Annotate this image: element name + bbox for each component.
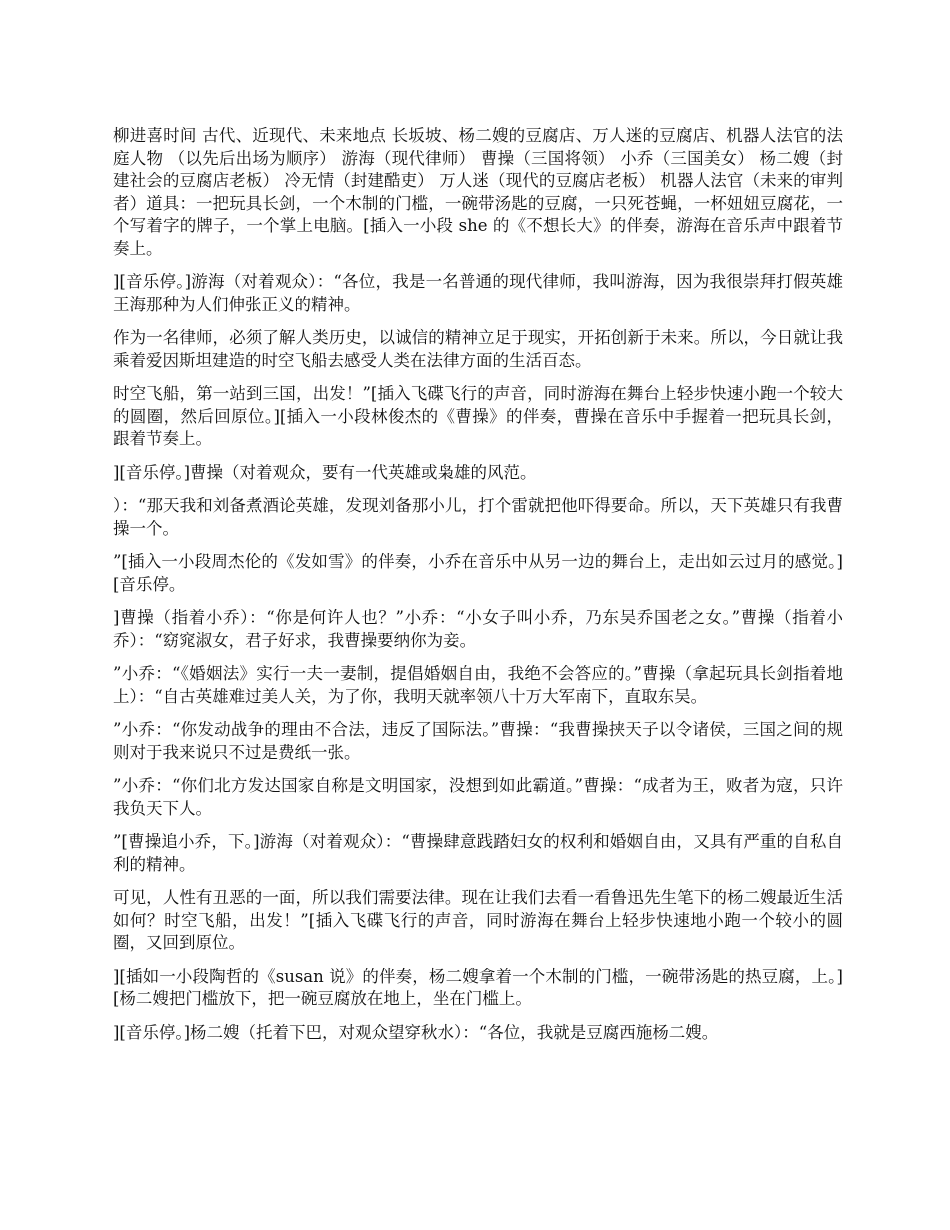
paragraph-7: ”[插入一小段周杰伦的《发如雪》的伴奏，小乔在音乐中从另一边的舞台上，走出如云过月的感觉。][音乐停。 [113,552,843,594]
paragraph-6: ）：“那天我和刘备煮酒论英雄，发现刘备那小儿，打个雷就把他吓得要命。所以，天下英雄只有我曹操一个。 [113,496,843,538]
paragraph-1: 柳进喜时间 古代、近现代、未来地点 长坂坡、杨二嫂的豆腐店、万人迷的豆腐店、机器人法官的法庭人物 （以先后出场为顺序） 游海（现代律师） 曹操（三国将领） 小乔（三国美女） 杨二嫂（封建社会的豆腐店老板） 冷无情（封建酷吏） 万人迷（现代的豆腐店老板） 机器人法官（未来的审判者）道具：一把玩具长剑，一个木制的门槛，一碗带汤匙的豆腐，一只死苍蝇，一杯妞妞豆腐花，一个写着字的牌子，一个掌上电脑。[插入一小段 she 的《不想长大》的伴奏，游海在音乐声中跟着节奏上。 [113,126,843,258]
paragraph-5: ][音乐停。]曹操（对着观众，要有一代英雄或枭雄的风范。 [113,462,537,482]
paragraph-11: ”小乔：“你们北方发达国家自称是文明国家，没想到如此霸道。”曹操：“成者为王，败者为寇，只许我负天下人。 [113,776,843,818]
paragraph-13: 可见，人性有丑恶的一面，所以我们需要法律。现在让我们去看一看鲁迅先生笔下的杨二嫂最近生活如何？时空飞船，出发！”[插入飞碟飞行的声音，同时游海在舞台上轻步快速地小跑一个较小的圆圈，又回到原位。 [113,888,843,952]
paragraph-4: 时空飞船，第一站到三国，出发！”[插入飞碟飞行的声音，同时游海在舞台上轻步快速小跑一个较大的圆圈，然后回原位。][插入一小段林俊杰的《曹操》的伴奏，曹操在音乐中手握着一把玩具长剑，跟着节奏上。 [113,384,843,448]
paragraph-2: ][音乐停。]游海（对着观众）：“各位，我是一名普通的现代律师，我叫游海，因为我很崇拜打假英雄王海那种为人们伸张正义的精神。 [113,272,843,314]
paragraph-8: ]曹操（指着小乔）：“你是何许人也？”小乔：“小女子叫小乔，乃东吴乔国老之女。”曹操（指着小乔）：“窈窕淑女，君子好求，我曹操要纳你为妾。 [113,608,843,650]
document-body [113,125,843,1055]
paragraph-10: ”小乔：“你发动战争的理由不合法，违反了国际法。”曹操：“我曹操挟天子以令诸侯，三国之间的规则对于我来说只不过是费纸一张。 [113,720,843,762]
paragraph-15: ][音乐停。]杨二嫂（托着下巴，对观众望穿秋水）：“各位，我就是豆腐西施杨二嫂。 [113,1022,719,1042]
paragraph-3: 作为一名律师，必须了解人类历史，以诚信的精神立足于现实，开拓创新于未来。所以，今日就让我乘着爱因斯坦建造的时空飞船去感受人类在法律方面的生活百态。 [113,328,843,370]
paragraph-12: ”[曹操追小乔，下。]游海（对着观众）：“曹操肆意践踏妇女的权利和婚姻自由，又具有严重的自私自利的精神。 [113,832,843,874]
paragraph-14: ][插如一小段陶哲的《susan 说》的伴奏，杨二嫂拿着一个木制的门槛，一碗带汤匙的热豆腐，上。][杨二嫂把门槛放下，把一碗豆腐放在地上，坐在门槛上。 [113,966,843,1008]
paragraph-9: ”小乔：“《婚姻法》实行一夫一妻制，提倡婚姻自由，我绝不会答应的。”曹操（拿起玩具长剑指着地上）：“自古英雄难过美人关，为了你，我明天就率领八十万大军南下，直取东吴。 [113,664,843,706]
